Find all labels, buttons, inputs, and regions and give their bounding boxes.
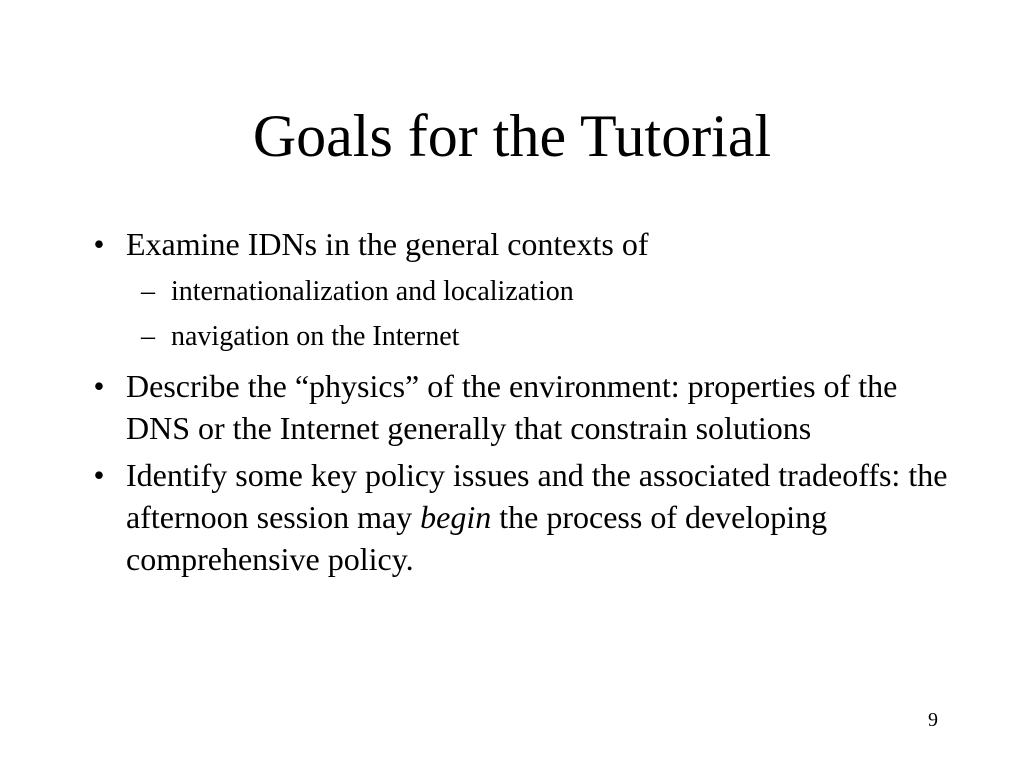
- bullet-marker: •: [93, 368, 105, 404]
- bullet-marker: •: [93, 457, 105, 493]
- sub-bullet-text: navigation on the Internet: [171, 321, 460, 352]
- sub-bullet-item: [126, 269, 964, 314]
- bullet-text-end: the process of developing comprehensive policy.: [126, 499, 828, 577]
- sub-bullet-marker: –: [141, 321, 155, 352]
- bullet-text: Examine IDNs in the general contexts of: [126, 226, 649, 262]
- page-number: 9: [928, 709, 938, 731]
- sub-bullet-text: internationalization and localization: [171, 276, 574, 307]
- sub-bullet-list: [126, 269, 964, 359]
- bullet-item: [84, 223, 964, 359]
- sub-bullet-item: [126, 314, 964, 359]
- bullet-marker: •: [93, 226, 105, 262]
- sub-bullet-marker: –: [141, 276, 155, 307]
- bullet-list: [84, 223, 964, 585]
- bullet-text: Describe the “physics” of the environment: properties of the DNS or the Internet generally that constrain solutions: [126, 368, 898, 446]
- bullet-item: [84, 365, 964, 449]
- bullet-text-start: Identify some key policy issues and the associated tradeoffs: the afternoon session may: [126, 457, 948, 535]
- bullet-item: [84, 454, 964, 580]
- slide-title: Goals for the Tutorial: [252, 103, 772, 169]
- bullet-text-emphasis: begin: [420, 499, 492, 535]
